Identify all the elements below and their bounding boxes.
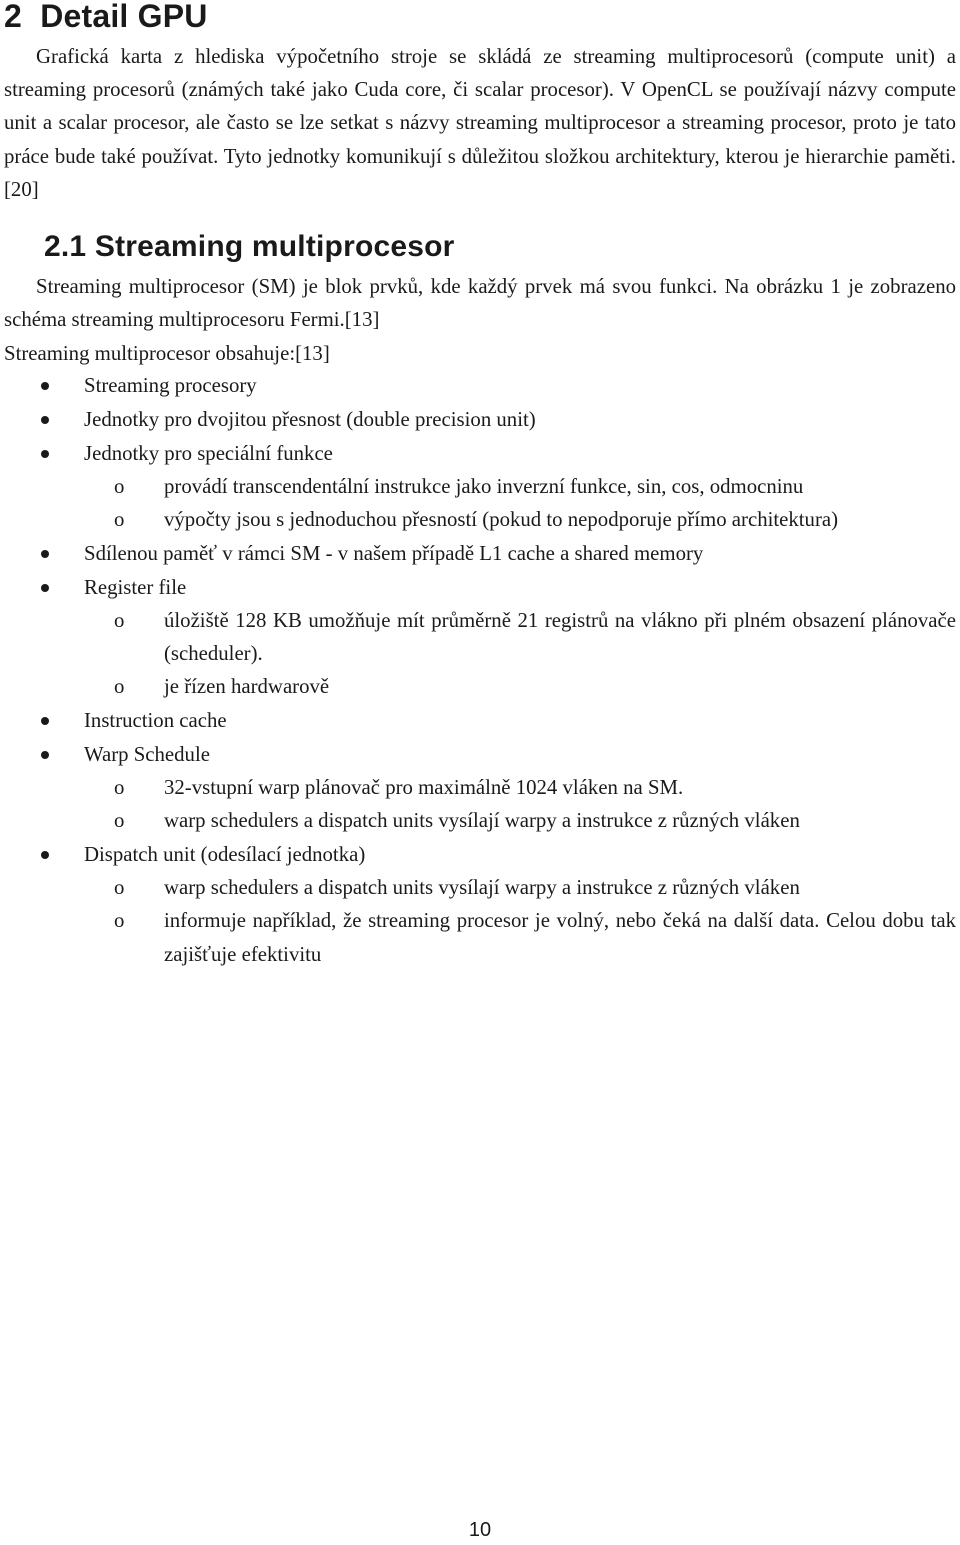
- subsection-title: Streaming multiprocesor: [94, 230, 455, 263]
- sub-bullet-marker: o: [114, 809, 125, 833]
- sub-list-item-text: warp schedulers a dispatch units vysílají warpy a instrukce z různých vláken: [164, 809, 800, 833]
- list-item-text: Instruction cache: [84, 709, 227, 732]
- sub-bullet-marker: o: [114, 876, 125, 900]
- sub-list-item-text: 32-vstupní warp plánovač pro maximálně 1024 vláken na SM.: [164, 776, 684, 799]
- bullet-icon: [41, 584, 49, 592]
- list-intro: Streaming multiprocesor obsahuje:[13]: [4, 342, 330, 365]
- bullet-icon: [41, 416, 49, 424]
- subsection-paragraph: Streaming multiprocesor (SM) je blok prvků, kde každý prvek má svou funkci. Na obrázku 1 je zobrazeno schéma streaming multiprocesoru Fermi.[13]: [4, 275, 956, 332]
- sub-list-item-text: provádí transcendentální instrukce jako inverzní funkce, sin, cos, odmocninu: [164, 474, 804, 498]
- subsection-heading: [44, 226, 455, 268]
- list-item: [0, 369, 960, 402]
- section-title: Detail GPU: [40, 0, 208, 34]
- list-item: [0, 738, 960, 838]
- list-item-text: Dispatch unit (odesílací jednotka): [84, 843, 366, 866]
- sub-list-item-text: úložiště 128 KB umožňuje mít průměrně 21 registrů na vlákno při plném obsazení plánovače (scheduler).: [164, 608, 956, 665]
- sub-list-item: [114, 470, 956, 503]
- sub-list-item: [114, 604, 956, 670]
- list-item: [0, 704, 960, 737]
- bullet-icon: [41, 382, 49, 390]
- list-item: [0, 403, 960, 436]
- sub-list-item: [114, 503, 956, 536]
- bullet-icon: [41, 717, 49, 725]
- sub-list: [84, 604, 956, 704]
- sub-bullet-marker: o: [114, 608, 125, 632]
- sub-list-item: [114, 771, 956, 804]
- list-item-text: Register file: [84, 575, 187, 599]
- sub-list-item: [114, 670, 956, 703]
- section-intro-paragraph: Grafická karta z hlediska výpočetního stroje se skládá ze streaming multiprocesorů (compute unit) a streaming procesorů (známých také jako Cuda core, či scalar procesor). V OpenCL se používají názvy compute unit a scalar procesor, ale často se lze setkat s názvy streaming multiprocesor a streaming procesor, proto je tato práce bude také používat. Tyto jednotky komunikují s důležitou složkou architektury, kterou je hierarchie paměti.[20]: [4, 45, 956, 201]
- bullet-icon: [41, 751, 49, 759]
- sub-bullet-marker: o: [114, 508, 125, 531]
- sub-list-item-text: výpočty jsou s jednoduchou přesností (pokud to nepodporuje přímo architektura): [164, 508, 839, 531]
- sub-list: [84, 470, 956, 536]
- bullet-icon: [41, 851, 49, 859]
- list-item: [0, 437, 960, 537]
- list-item-text: Jednotky pro dvojitou přesnost (double precision unit): [84, 407, 536, 431]
- sub-list-item-text: informuje například, že streaming procesor je volný, nebo čeká na další data. Celou dobu tak zajišťuje efektivitu: [164, 909, 956, 966]
- sub-list-item: [114, 804, 956, 837]
- list-item-text: Warp Schedule: [84, 742, 210, 766]
- sub-bullet-marker: o: [114, 474, 125, 498]
- sub-list-item: [114, 871, 956, 904]
- list-item: [0, 537, 960, 570]
- section-number: 2: [4, 0, 22, 34]
- sub-list-item-text: warp schedulers a dispatch units vysílají warpy a instrukce z různých vláken: [164, 876, 800, 900]
- bullet-icon: [41, 450, 49, 458]
- sub-bullet-marker: o: [114, 909, 125, 933]
- list-item: [0, 571, 960, 704]
- page-number: 10: [468, 1519, 492, 1541]
- list-item-text: Jednotky pro speciální funkce: [84, 441, 333, 465]
- sub-list-item: [114, 904, 956, 970]
- bullet-icon: [41, 550, 49, 558]
- component-list: [0, 369, 960, 971]
- sub-bullet-marker: o: [114, 776, 125, 799]
- section-heading: [4, 0, 208, 38]
- subsection-number: 2.1: [44, 230, 87, 263]
- list-item: [0, 838, 960, 971]
- sub-bullet-marker: o: [114, 675, 125, 699]
- sub-list: [84, 771, 956, 837]
- list-item-text: Streaming procesory: [84, 374, 257, 397]
- sub-list: [84, 871, 956, 971]
- list-item-text: Sdílenou paměť v rámci SM - v našem případě L1 cache a shared memory: [84, 541, 704, 565]
- sub-list-item-text: je řízen hardwarově: [164, 675, 330, 699]
